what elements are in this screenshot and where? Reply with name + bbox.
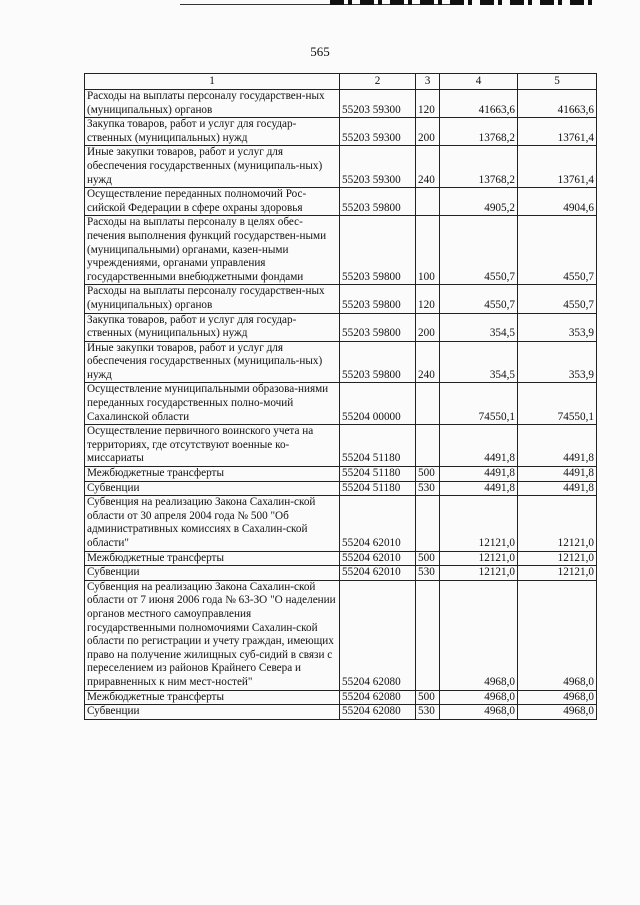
amount-col-5: 4968,0 <box>518 690 597 705</box>
expense-type: 120 <box>416 90 440 118</box>
amount-col-5: 4491,8 <box>518 425 597 467</box>
target-code: 55204 51180 <box>340 481 416 496</box>
expense-type: 530 <box>416 566 440 581</box>
table-row <box>85 705 597 720</box>
amount-col-5: 4491,8 <box>518 481 597 496</box>
table-row <box>85 341 597 383</box>
table-row <box>85 216 597 285</box>
table-row <box>85 690 597 705</box>
amount-col-4: 354,5 <box>440 313 518 341</box>
amount-col-5: 12121,0 <box>518 566 597 581</box>
expense-name: Субвенция на реализацию Закона Сахалин-ской области от 30 апреля 2004 года № 500 "Об административных комиссиях в Сахалин-ской области" <box>85 496 340 551</box>
table-row <box>85 146 597 188</box>
expense-type: 530 <box>416 481 440 496</box>
amount-col-5: 4550,7 <box>518 216 597 285</box>
target-code: 55204 62010 <box>340 496 416 551</box>
expense-type <box>416 383 440 425</box>
amount-col-4: 12121,0 <box>440 566 518 581</box>
expense-type: 240 <box>416 341 440 383</box>
amount-col-4: 4491,8 <box>440 481 518 496</box>
expense-name: Иные закупки товаров, работ и услуг для обеспечения государственных (муниципаль-ных) нужд <box>85 146 340 188</box>
table-row <box>85 566 597 581</box>
expense-type: 500 <box>416 551 440 566</box>
expense-type: 120 <box>416 285 440 313</box>
amount-col-5: 4904,6 <box>518 188 597 216</box>
expense-type <box>416 580 440 690</box>
header-col-2: 2 <box>340 74 416 90</box>
target-code: 55204 51180 <box>340 425 416 467</box>
target-code: 55203 59800 <box>340 216 416 285</box>
target-code: 55203 59800 <box>340 313 416 341</box>
amount-col-5: 12121,0 <box>518 496 597 551</box>
amount-col-4: 4491,8 <box>440 425 518 467</box>
expense-type <box>416 496 440 551</box>
amount-col-5: 353,9 <box>518 313 597 341</box>
amount-col-5: 41663,6 <box>518 90 597 118</box>
target-code: 55204 62080 <box>340 705 416 720</box>
expense-type <box>416 425 440 467</box>
amount-col-4: 12121,0 <box>440 551 518 566</box>
expense-type: 200 <box>416 118 440 146</box>
amount-col-5: 12121,0 <box>518 551 597 566</box>
target-code: 55204 62080 <box>340 580 416 690</box>
table-row <box>85 383 597 425</box>
header-col-1: 1 <box>85 74 340 90</box>
expense-type: 500 <box>416 690 440 705</box>
expense-type: 530 <box>416 705 440 720</box>
expense-name: Межбюджетные трансферты <box>85 467 340 482</box>
target-code: 55203 59300 <box>340 146 416 188</box>
page-number: 565 <box>310 44 330 59</box>
amount-col-4: 4550,7 <box>440 216 518 285</box>
expense-name: Субвенция на реализацию Закона Сахалин-ской области от 7 июня 2006 года № 63-ЗО "О наделении органов местного самоуправления государственными полномочиями Сахалин-ской области по регистрации и учету граждан, имеющих право на получение жилищных суб-сидий в связи с переселением из районов Крайнего Севера и приравненных к ним мест-ностей" <box>85 580 340 690</box>
expense-name: Осуществление переданных полномочий Рос-сийской Федерации в сфере охраны здоровья <box>85 188 340 216</box>
expense-type: 200 <box>416 313 440 341</box>
table-row <box>85 118 597 146</box>
table-header-row <box>85 74 597 90</box>
expense-name: Межбюджетные трансферты <box>85 690 340 705</box>
amount-col-5: 4550,7 <box>518 285 597 313</box>
amount-col-5: 13761,4 <box>518 118 597 146</box>
expense-type: 240 <box>416 146 440 188</box>
table-row <box>85 496 597 551</box>
expense-name: Субвенции <box>85 705 340 720</box>
table-row <box>85 467 597 482</box>
table-row <box>85 481 597 496</box>
amount-col-5: 4491,8 <box>518 467 597 482</box>
expense-name: Иные закупки товаров, работ и услуг для обеспечения государственных (муниципаль-ных) нужд <box>85 341 340 383</box>
expense-type: 500 <box>416 467 440 482</box>
amount-col-4: 354,5 <box>440 341 518 383</box>
target-code: 55203 59300 <box>340 90 416 118</box>
target-code: 55203 59800 <box>340 188 416 216</box>
budget-table <box>84 73 597 720</box>
table-row <box>85 425 597 467</box>
expense-name: Закупка товаров, работ и услуг для государ-ственных (муниципальных) нужд <box>85 118 340 146</box>
expense-name: Расходы на выплаты персоналу государствен-ных (муниципальных) органов <box>85 285 340 313</box>
amount-col-5: 4968,0 <box>518 705 597 720</box>
header-col-4: 4 <box>440 74 518 90</box>
expense-name: Осуществление муниципальными образова-ниями переданных государственных полно-мочий Сахалинской области <box>85 383 340 425</box>
target-code: 55203 59800 <box>340 341 416 383</box>
amount-col-4: 4491,8 <box>440 467 518 482</box>
amount-col-4: 4550,7 <box>440 285 518 313</box>
target-code: 55203 59800 <box>340 285 416 313</box>
expense-name: Субвенции <box>85 566 340 581</box>
table-row <box>85 580 597 690</box>
amount-col-4: 74550,1 <box>440 383 518 425</box>
expense-name: Межбюджетные трансферты <box>85 551 340 566</box>
table-row <box>85 551 597 566</box>
table-row <box>85 188 597 216</box>
target-code: 55204 62010 <box>340 566 416 581</box>
target-code: 55204 62010 <box>340 551 416 566</box>
amount-col-5: 353,9 <box>518 341 597 383</box>
amount-col-4: 4968,0 <box>440 690 518 705</box>
table-row <box>85 285 597 313</box>
header-col-3: 3 <box>416 74 440 90</box>
target-code: 55204 00000 <box>340 383 416 425</box>
amount-col-4: 4968,0 <box>440 705 518 720</box>
amount-col-5: 4968,0 <box>518 580 597 690</box>
amount-col-5: 74550,1 <box>518 383 597 425</box>
amount-col-5: 13761,4 <box>518 146 597 188</box>
expense-type: 100 <box>416 216 440 285</box>
amount-col-4: 13768,2 <box>440 118 518 146</box>
header-col-5: 5 <box>518 74 597 90</box>
target-code: 55203 59300 <box>340 118 416 146</box>
amount-col-4: 4905,2 <box>440 188 518 216</box>
target-code: 55204 51180 <box>340 467 416 482</box>
table-row <box>85 90 597 118</box>
expense-name: Субвенции <box>85 481 340 496</box>
expense-name: Расходы на выплаты персоналу государствен-ных (муниципальных) органов <box>85 90 340 118</box>
expense-name: Осуществление первичного воинского учета на территориях, где отсутствуют военные ко-миссариаты <box>85 425 340 467</box>
expense-name: Закупка товаров, работ и услуг для государ-ственных (муниципальных) нужд <box>85 313 340 341</box>
amount-col-4: 12121,0 <box>440 496 518 551</box>
target-code: 55204 62080 <box>340 690 416 705</box>
table-row <box>85 313 597 341</box>
expense-type <box>416 188 440 216</box>
amount-col-4: 4968,0 <box>440 580 518 690</box>
amount-col-4: 41663,6 <box>440 90 518 118</box>
expense-name: Расходы на выплаты персоналу в целях обес-печения выполнения функций государствен-ными (муниципальными) органами, казен-ными учреждениями, органами управления государственными внебюджетными фондами <box>85 216 340 285</box>
scan-top-marks <box>330 0 600 5</box>
amount-col-4: 13768,2 <box>440 146 518 188</box>
